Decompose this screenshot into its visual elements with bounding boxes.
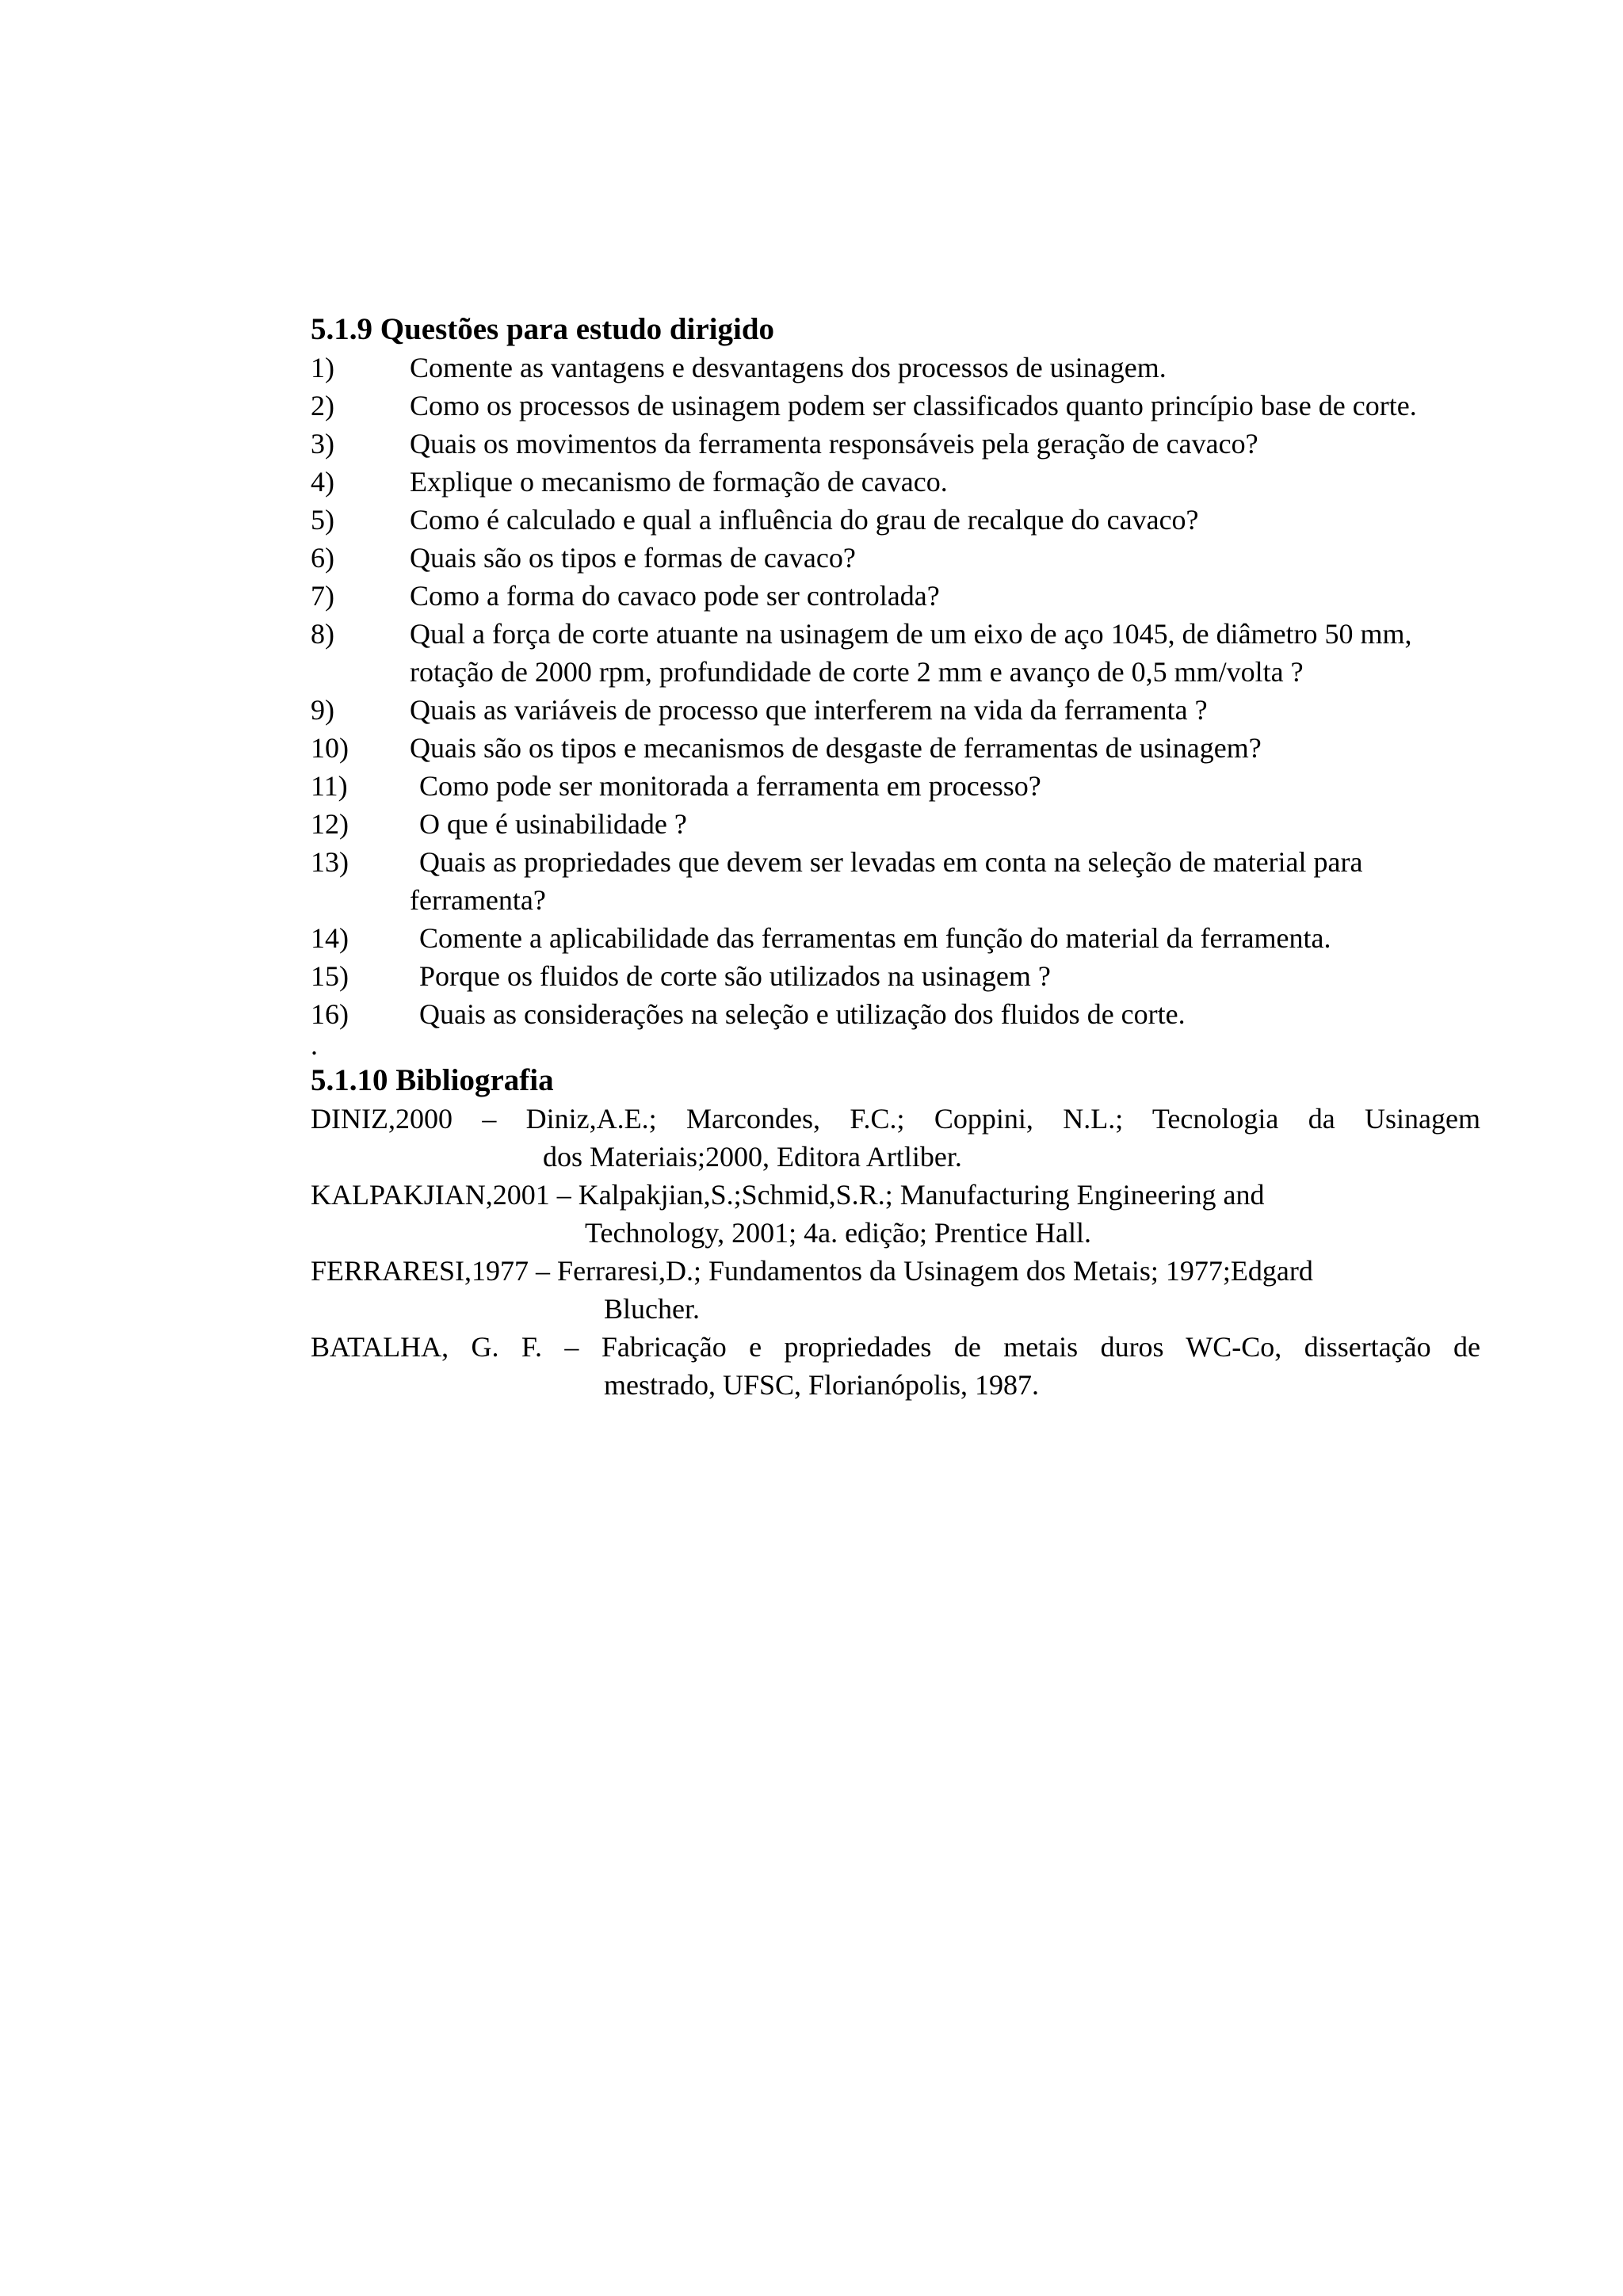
list-item [311, 349, 1480, 387]
list-item-number: 8) [311, 618, 334, 650]
list-item [311, 501, 1480, 539]
trailing-dot: . [311, 1029, 318, 1061]
list-item-number: 1) [311, 352, 334, 383]
list-item [311, 463, 1480, 501]
list-item-text: Como a forma do cavaco pode ser controlada? [410, 580, 940, 612]
list-item-text: Quais os movimentos da ferramenta responsáveis pela geração de cavaco? [410, 428, 1258, 460]
bibliography-entry-continuation: dos Materiais;2000, Editora Artliber. [543, 1141, 962, 1173]
list-item-text: Quais as propriedades que devem ser levadas em conta na seleção de material para ferramenta? [410, 846, 1363, 916]
list-item-text: Porque os fluidos de corte são utilizados na usinagem ? [419, 960, 1051, 992]
section-heading-questions: 5.1.9 Questões para estudo dirigido [311, 312, 775, 346]
bibliography-entry-continuation: Technology, 2001; 4a. edição; Prentice Hall. [585, 1217, 1091, 1249]
list-item [311, 957, 1480, 995]
bibliography-entry-first-line: BATALHA, G. F. – Fabricação e propriedades de metais duros WC-Co, dissertação de [311, 1331, 1480, 1363]
list-item [311, 995, 1480, 1033]
list-item [311, 767, 1480, 805]
document-page [311, 311, 1480, 1404]
list-item [311, 425, 1480, 463]
list-item-number: 15) [311, 960, 349, 992]
bibliography-entry-first-line: DINIZ,2000 – Diniz,A.E.; Marcondes, F.C.; Coppini, N.L.; Tecnologia da Usinagem [311, 1103, 1480, 1135]
list-item-text: Quais são os tipos e formas de cavaco? [410, 542, 856, 574]
list-item-number: 6) [311, 542, 334, 574]
list-item-text: Como é calculado e qual a influência do grau de recalque do cavaco? [410, 504, 1199, 536]
bibliography-entry-first-line: KALPAKJIAN,2001 – Kalpakjian,S.;Schmid,S.R.; Manufacturing Engineering and [311, 1179, 1265, 1211]
list-item [311, 729, 1480, 767]
list-item-number: 12) [311, 808, 349, 840]
list-item [311, 691, 1480, 729]
list-item-text: Como os processos de usinagem podem ser classificados quanto princípio base de corte. [410, 390, 1417, 421]
list-item-number: 14) [311, 922, 349, 954]
questions-list [311, 349, 1480, 1033]
list-item-number: 10) [311, 732, 349, 764]
bibliography-list [311, 1100, 1480, 1404]
bibliography-entry [311, 1100, 1480, 1176]
list-item [311, 615, 1480, 691]
bibliography-entry-first-line: FERRARESI,1977 – Ferraresi,D.; Fundamentos da Usinagem dos Metais; 1977;Edgard [311, 1255, 1313, 1287]
list-item [311, 805, 1480, 843]
list-item-text: Quais são os tipos e mecanismos de desgaste de ferramentas de usinagem? [410, 732, 1262, 764]
list-item-number: 9) [311, 694, 334, 726]
list-item-text: Quais as variáveis de processo que interferem na vida da ferramenta ? [410, 694, 1208, 726]
list-item-number: 7) [311, 580, 334, 612]
list-item-number: 16) [311, 998, 349, 1030]
list-item [311, 577, 1480, 615]
list-item-text: Como pode ser monitorada a ferramenta em processo? [419, 770, 1041, 802]
list-item-number: 2) [311, 390, 334, 421]
bibliography-entry [311, 1252, 1480, 1328]
list-item [311, 387, 1480, 425]
list-item-number: 5) [311, 504, 334, 536]
list-item-number: 3) [311, 428, 334, 460]
list-item-number: 13) [311, 846, 349, 878]
list-item-text: O que é usinabilidade ? [419, 808, 687, 840]
list-item-number: 4) [311, 466, 334, 498]
list-item-text: Quais as considerações na seleção e utilização dos fluidos de corte. [419, 998, 1186, 1030]
bibliography-entry [311, 1328, 1480, 1404]
list-item-text: Comente a aplicabilidade das ferramentas em função do material da ferramenta. [419, 922, 1331, 954]
list-item [311, 539, 1480, 577]
bibliography-entry-continuation: mestrado, UFSC, Florianópolis, 1987. [604, 1369, 1040, 1401]
list-item [311, 843, 1480, 919]
list-item-text: Explique o mecanismo de formação de cavaco. [410, 466, 948, 498]
list-item [311, 919, 1480, 957]
list-item-number: 11) [311, 770, 348, 802]
bibliography-entry-continuation: Blucher. [604, 1293, 700, 1325]
list-item-text: Comente as vantagens e desvantagens dos processos de usinagem. [410, 352, 1167, 383]
bibliography-entry [311, 1176, 1480, 1252]
section-heading-bibliography: 5.1.10 Bibliografia [311, 1063, 554, 1097]
list-item-text: Qual a força de corte atuante na usinagem de um eixo de aço 1045, de diâmetro 50 mm, rotação de 2000 rpm, profundidade de corte 2 mm e avanço de 0,5 mm/volta ? [410, 618, 1412, 688]
